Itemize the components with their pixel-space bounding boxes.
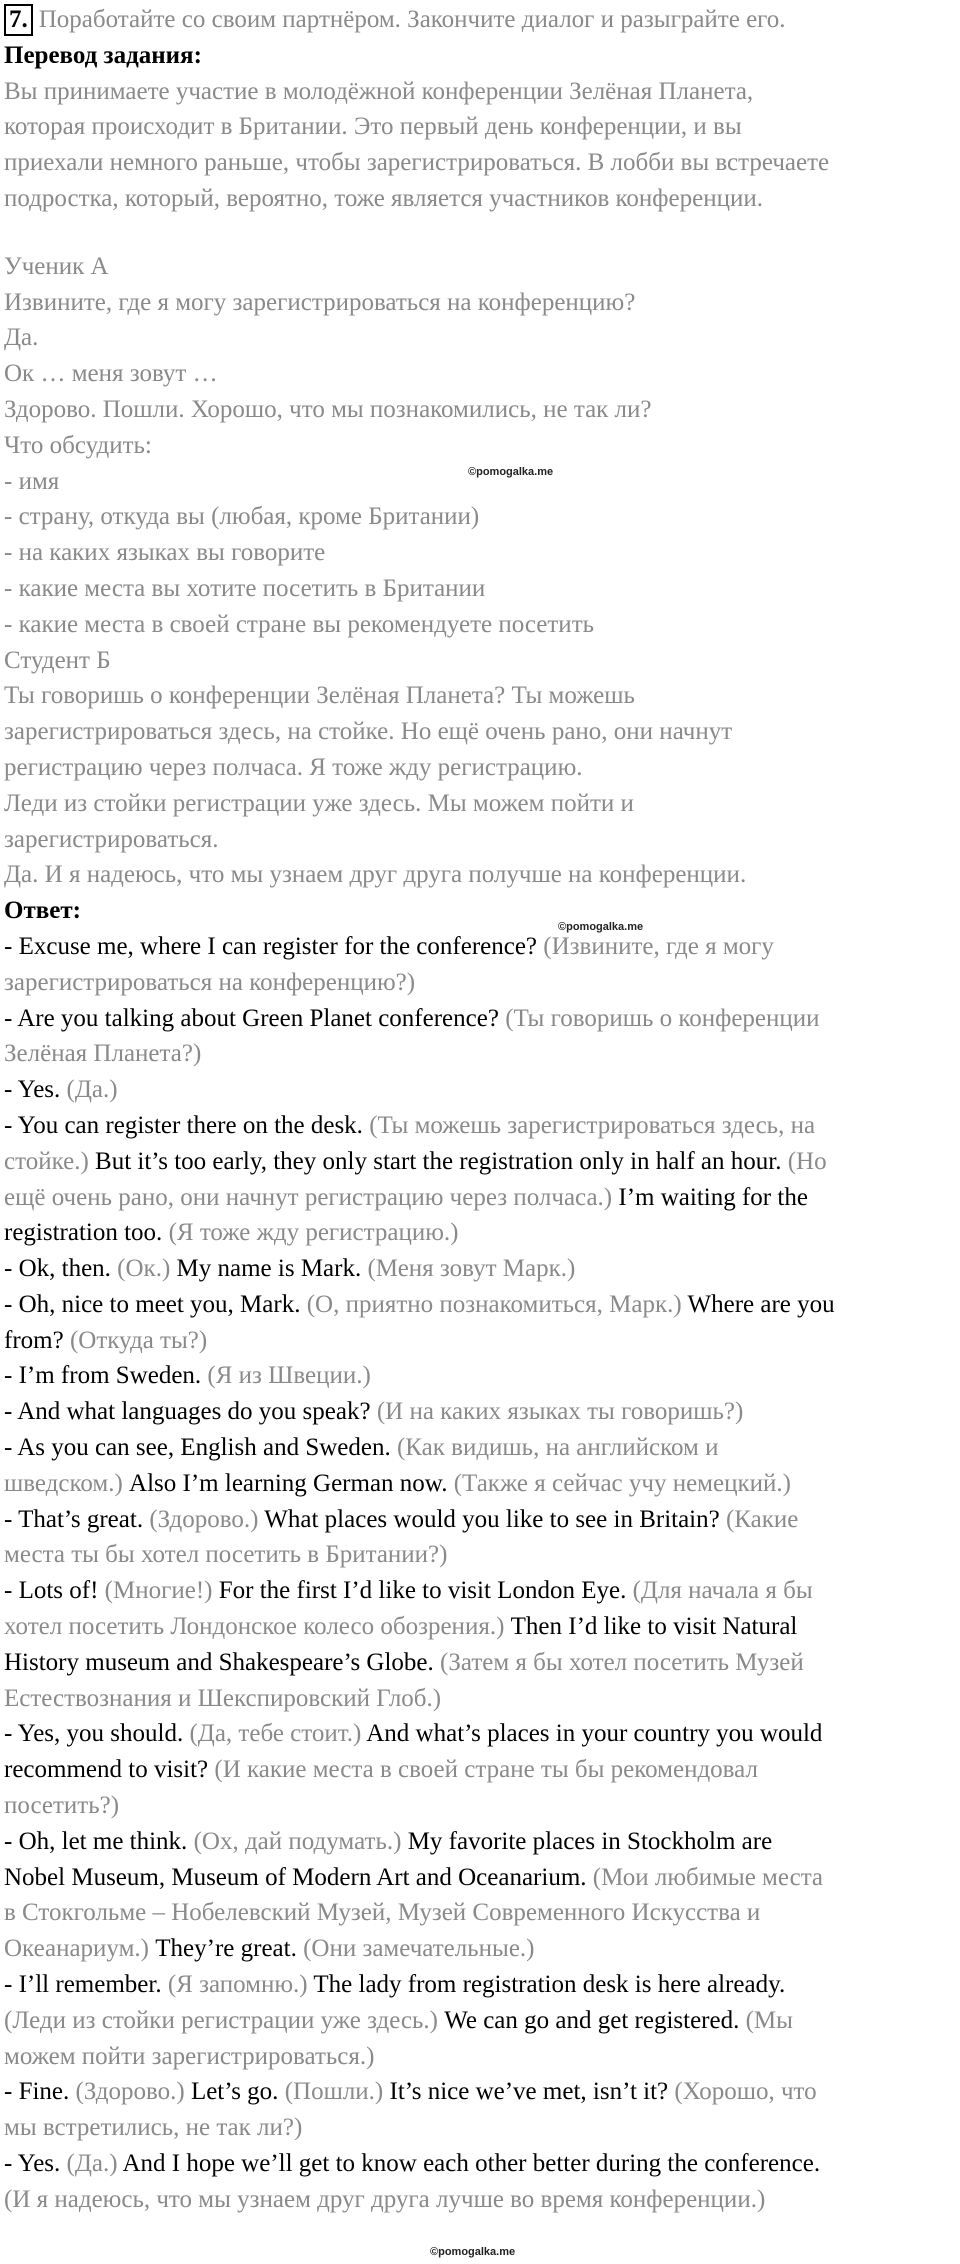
russian-translation: зарегистрироваться на конференцию?) [4,968,416,996]
answer-line [4,2146,960,2182]
english-line: I’m waiting for the [618,1183,808,1211]
english-line: - Yes, you should. [4,1720,190,1748]
russian-translation: (Я запомню.) [167,1971,314,1999]
english-line: from? [4,1326,70,1354]
english-line: - Lots of! [4,1577,105,1605]
english-line: - As you can see, English and Sweden. [4,1434,397,1462]
text-line: подростка, который, вероятно, тоже является участников конференции. [4,184,763,212]
answer-line [4,965,960,1001]
russian-translation: (Они замечательные.) [303,1935,535,1963]
answer-line [4,1215,960,1251]
english-line: - Fine. [4,2078,76,2106]
russian-translation: (Откуда ты?) [69,1326,208,1354]
russian-translation: Океанариум.) [4,1935,156,1963]
russian-translation: (Мы [745,2006,793,2034]
answer-line [4,1430,960,1466]
english-line: What places would you like to see in Britain? [264,1505,726,1533]
answer-line [4,1358,960,1394]
text-line: Что обсудить: [4,431,152,459]
english-line: - Are you talking about Green Planet conference? [4,1004,506,1032]
russian-translation: мы встретились, не так ли?) [4,2114,303,2142]
answer-line [4,1180,960,1216]
watermark: ©pomogalka.me [430,2246,516,2258]
russian-translation: можем пойти зарегистрироваться.) [4,2042,375,2070]
russian-translation: (Затем я бы хотел посетить Музей [440,1648,804,1676]
text-line: Ученик А [4,252,109,280]
answer-line [4,1609,960,1645]
text-line: - имя [4,467,60,495]
text-line: Да. И я надеюсь, что мы узнаем друг друга получше на конференции. [4,861,747,889]
english-line: Where are you [687,1290,835,1318]
russian-translation: (Леди из стойки регистрации уже здесь.) [4,2006,445,2034]
answer-line [4,1394,960,1430]
answer-line [4,1573,960,1609]
english-line: We can go and get registered. [444,2006,746,2034]
russian-translation: Зелёная Планета?) [4,1040,202,1068]
english-line: They’re great. [155,1935,304,1963]
answer-line [4,1788,960,1824]
spacer [4,217,960,249]
answer-line [4,1967,960,2003]
text-line: Да. [4,324,39,352]
text-line: Здорово. Пошли. Хорошо, что мы познакомились, не так ли? [4,395,652,423]
answer-line [4,1072,960,1108]
russian-translation: (Пошли.) [284,2078,390,2106]
russian-translation: (Я тоже жду регистрацию.) [168,1219,459,1247]
task-header [4,2,960,38]
russian-translation: (Но [787,1147,827,1175]
text-line: приехали немного раньше, чтобы зарегистрироваться. В лобби вы встречаете [4,149,830,177]
english-line: Then I’d like to visit Natural [510,1613,798,1641]
answer-line [4,1502,960,1538]
text-line: - страну, откуда вы (любая, кроме Британии) [4,503,480,531]
answer-heading: Ответ: [4,897,81,925]
english-line: But it’s too early, they only start the registration only in half an hour. [95,1147,788,1175]
answer-line [4,2039,960,2075]
english-line: - Excuse me, where I can register for the conference? [4,932,544,960]
russian-translation: посетить?) [4,1792,120,1820]
russian-translation: (Здорово.) [75,2078,191,2106]
answer-line [4,1895,960,1931]
answer-line [4,1466,960,1502]
russian-translation: (Я из Швеции.) [207,1362,371,1390]
text-line: Ты говоришь о конференции Зелёная Планета? Ты можешь [4,682,635,710]
english-line: - That’s great. [4,1505,150,1533]
english-line: - And what languages do you speak? [4,1398,377,1426]
answer-line [4,1144,960,1180]
english-line: The lady from registration desk is here already. [313,1971,786,1999]
english-line: Let’s go. [190,2078,285,2106]
russian-translation: (Многие!) [104,1577,219,1605]
english-line: - I’m from Sweden. [4,1362,208,1390]
english-line: - You can register there on the desk. [4,1111,370,1139]
text-line: Студент Б [4,646,111,674]
russian-translation: (Да, тебе стоит.) [189,1720,367,1748]
russian-translation: ещё очень рано, они начнут регистрацию через полчаса.) [4,1183,619,1211]
answer-line [4,1824,960,1860]
answer-line [4,1287,960,1323]
english-line: - Yes. [4,2150,67,2178]
text-line: - какие места в своей стране вы рекомендуете посетить [4,610,595,638]
answer-line [4,1108,960,1144]
english-line: - Ok, then. [4,1255,118,1283]
english-line: My favorite places in Stockholm are [407,1827,773,1855]
answer-line [4,1537,960,1573]
answer-line [4,2182,960,2218]
russian-translation: (Хорошо, что [674,2078,817,2106]
answer-line [4,1860,960,1896]
russian-translation: (Какие [725,1505,799,1533]
russian-translation: (Здорово.) [149,1505,265,1533]
watermark: ©pomogalka.me [558,921,644,933]
english-line: And I hope we’ll get to know each other better during the conference. [122,2150,821,2178]
text-line: зарегистрироваться. [4,825,219,853]
english-line: - Yes. [4,1076,67,1104]
text-line: Леди из стойки регистрации уже здесь. Мы можем пойти и [4,789,634,817]
answer-line [4,2003,960,2039]
russian-translation: (Ты можешь зарегистрироваться здесь, на [369,1111,816,1139]
answer-line [4,1931,960,1967]
english-line: Also I’m learning German now. [129,1469,454,1497]
english-line: Nobel Museum, Museum of Modern Art and Oceanarium. [4,1863,593,1891]
russian-translation: хотел посетить Лондонское колесо обозрения.) [4,1613,511,1641]
russian-translation: (Ох, дай подумать.) [193,1827,408,1855]
russian-translation: (Для начала я бы [632,1577,813,1605]
english-line: registration too. [4,1219,169,1247]
task-intro [4,74,960,217]
watermark: ©pomogalka.me [468,466,554,478]
english-line: - Oh, let me think. [4,1827,194,1855]
answer-line [4,1752,960,1788]
answer-line [4,1323,960,1359]
answer-line [4,1251,960,1287]
russian-translation: (И какие места в своей стране ты бы рекомендовал [214,1756,758,1784]
russian-translation: стойке.) [4,1147,96,1175]
answer-line [4,1001,960,1037]
dialog-outline [4,249,960,893]
task-instruction: Поработайте со своим партнёром. Закончите диалог и разыграйте его. [38,6,786,33]
text-line: Ок … меня зовут … [4,360,218,388]
russian-translation: в Стокгольме – Нобелевский Музей, Музей Современного Искусства и [4,1899,761,1927]
english-line: My name is Mark. [176,1255,368,1283]
translation-heading: Перевод задания: [4,41,202,69]
russian-translation: (О, приятно познакомиться, Марк.) [306,1290,688,1318]
text-line: - какие места вы хотите посетить в Британии [4,574,486,602]
answer-line [4,929,960,965]
english-line: recommend to visit? [4,1756,215,1784]
russian-translation: (И я надеюсь, что мы узнаем друг друга лучше во время конференции.) [4,2185,766,2213]
russian-translation: (Меня зовут Марк.) [367,1255,576,1283]
answer-line [4,2110,960,2146]
english-line: For the first I’d like to visit London Eye. [218,1577,633,1605]
english-line: - I’ll remember. [4,1971,168,1999]
russian-translation: (И на каких языках ты говоришь?) [376,1398,744,1426]
russian-translation: места ты бы хотел посетить в Британии?) [4,1541,448,1569]
english-line: History museum and Shakespeare’s Globe. [4,1648,441,1676]
text-line: - на каких языках вы говорите [4,539,326,567]
text-line: регистрацию через полчаса. Я тоже жду регистрацию. [4,753,583,781]
russian-translation: Естествознания и Шекспировский Глоб.) [4,1684,442,1712]
answer-line [4,2074,960,2110]
text-line: которая происходит в Британии. Это первый день конференции, и вы [4,113,742,141]
russian-translation: (Как видишь, на английском и [396,1434,719,1462]
russian-translation: шведском.) [4,1469,130,1497]
text-line: Вы принимаете участие в молодёжной конференции Зелёная Планета, [4,77,754,105]
russian-translation: (Мои любимые места [592,1863,824,1891]
russian-translation: (Да.) [66,1076,118,1104]
answer-line [4,1681,960,1717]
russian-translation: (Также я сейчас учу немецкий.) [453,1469,791,1497]
russian-translation: (Ок.) [117,1255,177,1283]
answer-line [4,1036,960,1072]
english-line: It’s nice we’ve met, isn’t it? [389,2078,675,2106]
english-line: And what’s places in your country you would [366,1720,823,1748]
answer-line [4,1716,960,1752]
russian-translation: (Извините, где я могу [543,932,774,960]
russian-translation: (Да.) [66,2150,123,2178]
answer-line [4,1645,960,1681]
answer-text [4,929,960,2218]
task-number: 7. [4,4,33,36]
russian-translation: (Ты говоришь о конференции [505,1004,820,1032]
text-line: Извините, где я могу зарегистрироваться на конференцию? [4,288,636,316]
english-line: - Oh, nice to meet you, Mark. [4,1290,307,1318]
text-line: зарегистрироваться здесь, на стойке. Но ещё очень рано, они начнут [4,718,733,746]
